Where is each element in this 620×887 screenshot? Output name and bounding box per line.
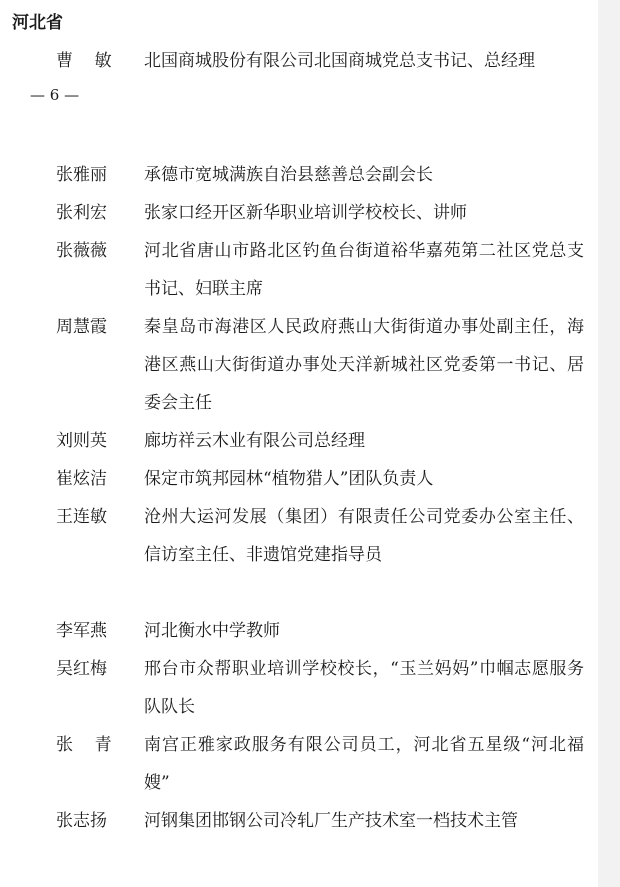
- person-title: 南宫正雅家政服务有限公司员工，河北省五星级“河北福嫂”: [144, 735, 584, 793]
- person-title: 廊坊祥云木业有限公司总经理: [144, 431, 365, 451]
- person-name: 周慧霞: [56, 317, 107, 337]
- person-name: 张薇薇: [56, 241, 107, 261]
- person-name: 王连敏: [56, 507, 107, 527]
- person-name: 张利宏: [56, 203, 107, 223]
- page-number: — 6 —: [30, 86, 80, 104]
- person-title: 河北省唐山市路北区钓鱼台街道裕华嘉苑第二社区党总支书记、妇联主席: [144, 241, 584, 299]
- person-name: 张雅丽: [56, 165, 107, 185]
- person-name: 李军燕: [56, 621, 107, 641]
- person-title: 沧州大运河发展（集团）有限责任公司党委办公室主任、信访室主任、非遗馆党建指导员: [144, 507, 584, 565]
- person-name: 吴红梅: [56, 659, 107, 679]
- person-title: 北国商城股份有限公司北国商城党总支书记、总经理: [144, 51, 535, 71]
- person-name: 张志扬: [56, 811, 107, 831]
- person-title: 河钢集团邯钢公司冷轧厂生产技术室一档技术主管: [144, 811, 518, 831]
- person-title: 河北衡水中学教师: [144, 621, 280, 641]
- person-title: 邢台市众帮职业培训学校校长，“玉兰妈妈”巾帼志愿服务队队长: [144, 659, 584, 717]
- person-title: 保定市筑邦园林“植物猎人”团队负责人: [144, 469, 434, 489]
- person-name: 曹 敏: [56, 51, 112, 71]
- province-heading: 河北省: [12, 13, 63, 33]
- person-name: 刘则英: [56, 431, 107, 451]
- person-title: 秦皇岛市海港区人民政府燕山大街街道办事处副主任，海港区燕山大街街道办事处天洋新城社区党委第一书记、居委会主任: [144, 317, 584, 413]
- person-title: 承德市宽城满族自治县慈善总会副会长: [144, 165, 433, 185]
- person-name: 张 青: [56, 735, 112, 755]
- person-title: 张家口经开区新华职业培训学校校长、讲师: [144, 203, 467, 223]
- person-name: 崔炫洁: [56, 469, 107, 489]
